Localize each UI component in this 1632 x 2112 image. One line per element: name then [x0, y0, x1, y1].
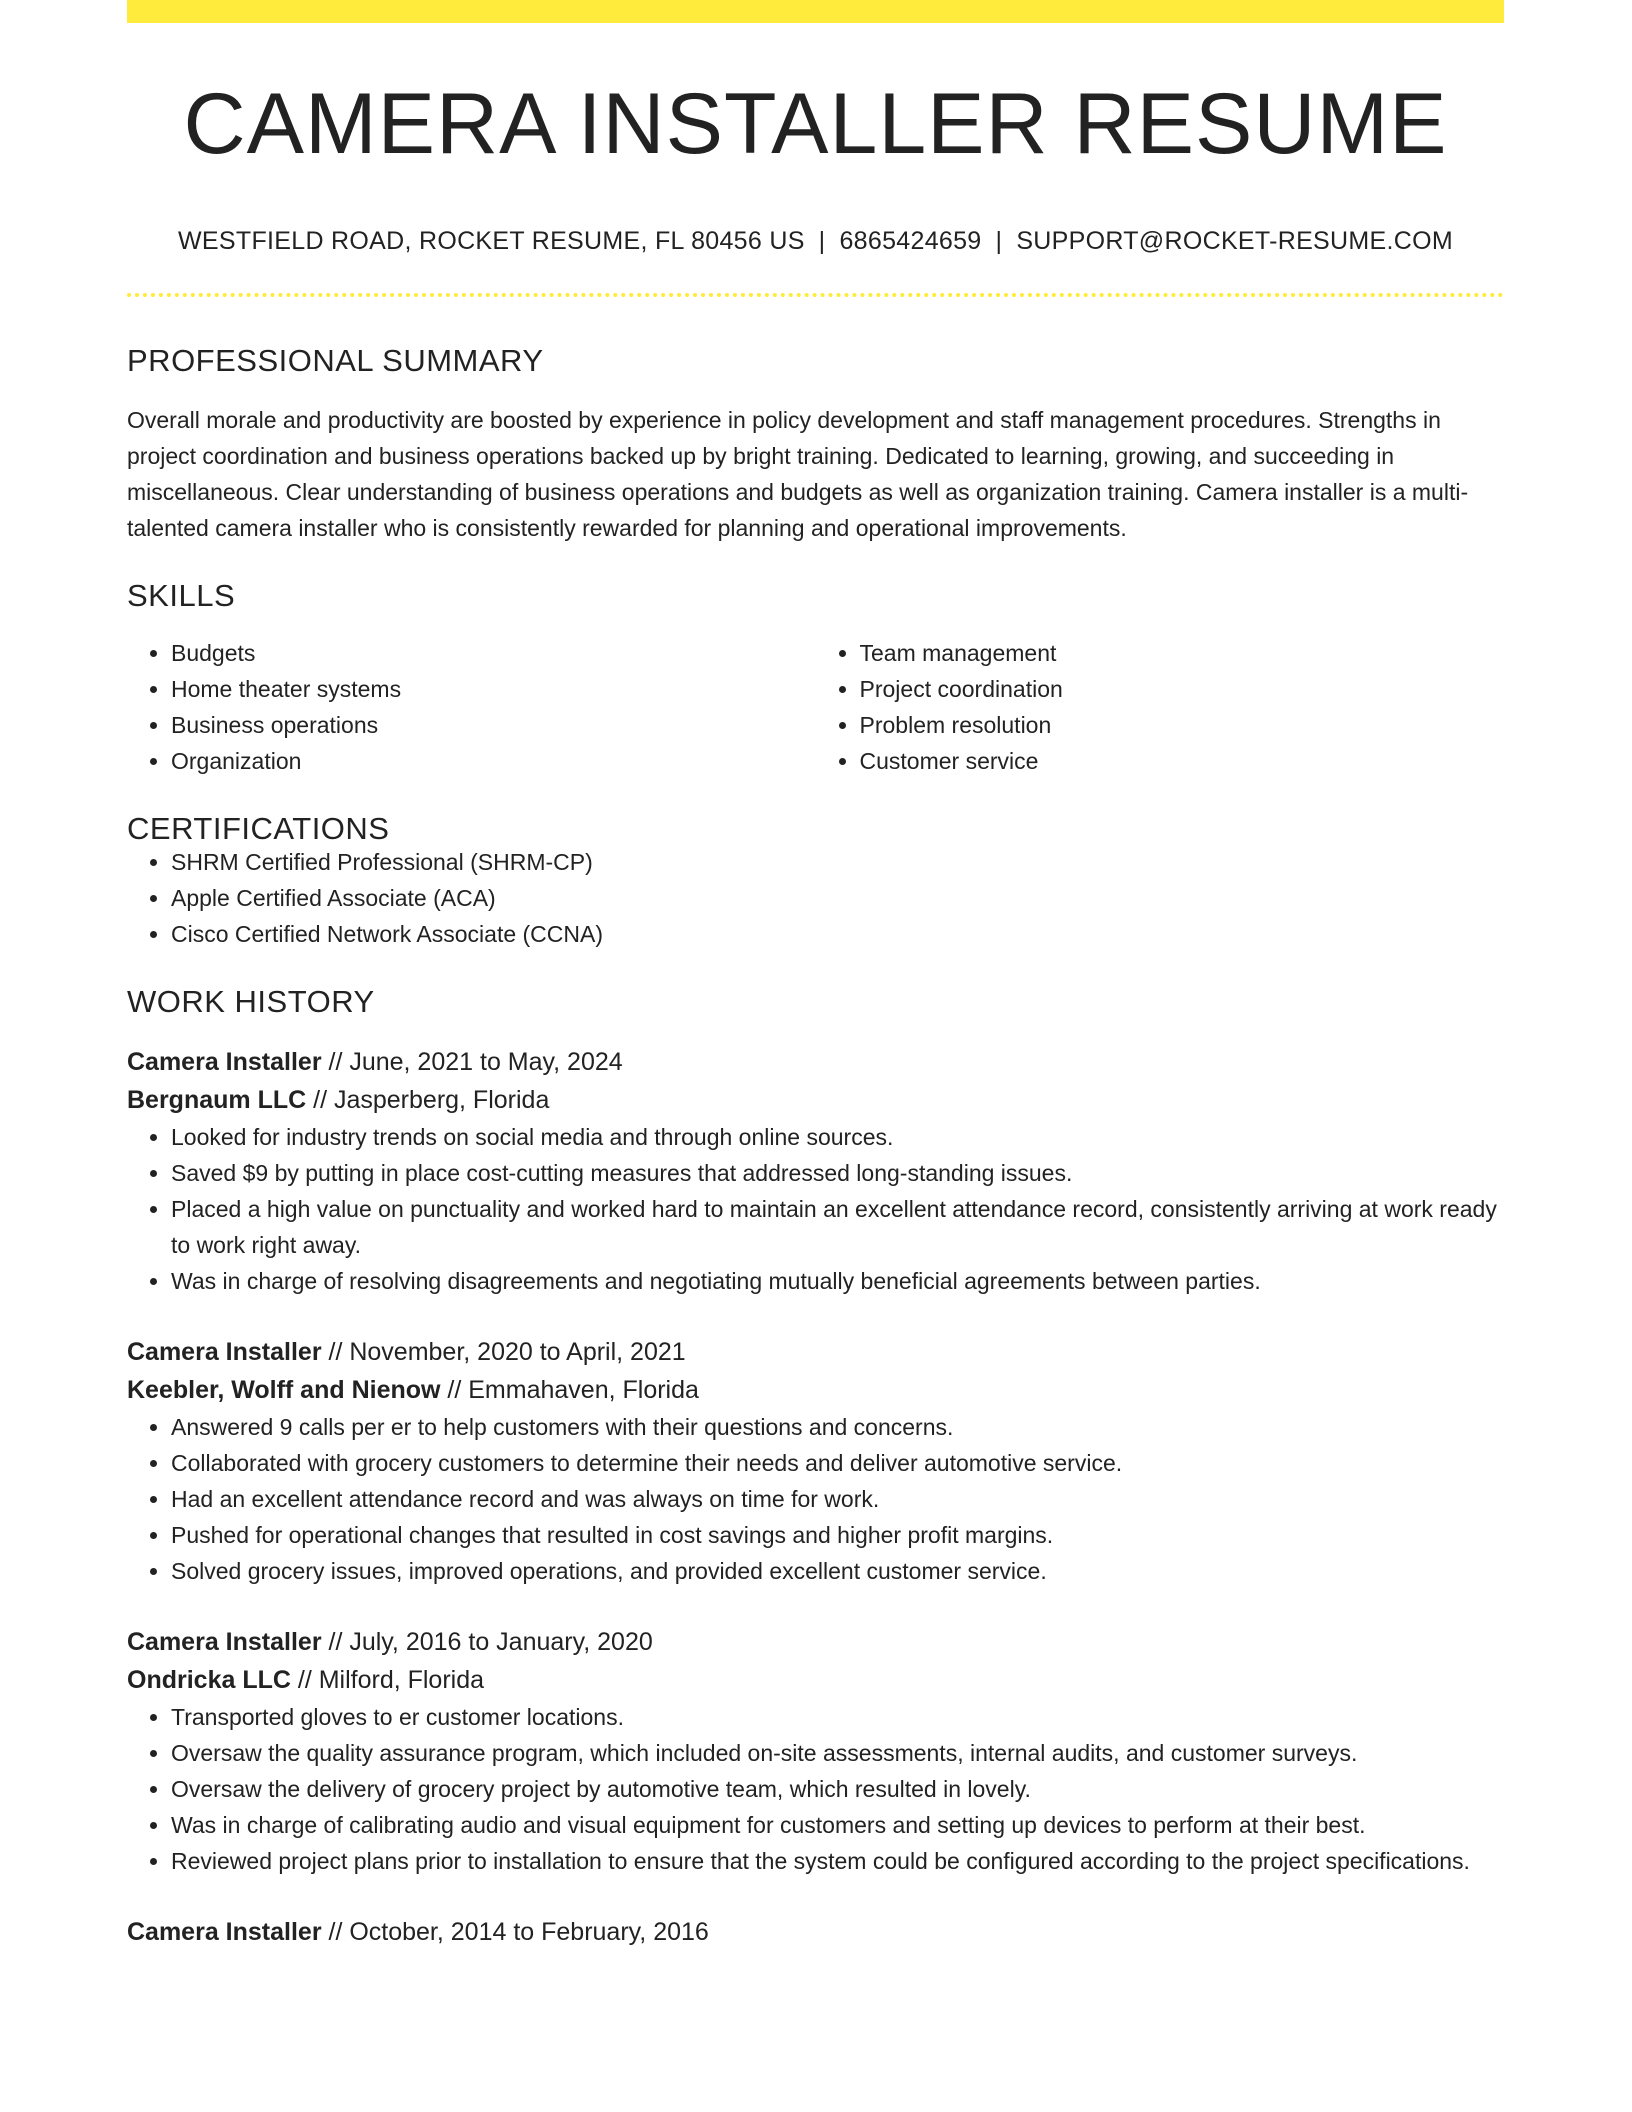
- job-bullet: • Collaborated with grocery customers to determine their needs and deliver automotive service.: [171, 1445, 1504, 1481]
- skill-item: • Project coordination: [860, 671, 1505, 707]
- dotted-divider: [127, 293, 1504, 297]
- contact-email: SUPPORT@ROCKET-RESUME.COM: [1016, 227, 1453, 255]
- job-bullet: • Was in charge of calibrating audio and visual equipment for customers and setting up devices to perform at their best.: [171, 1807, 1504, 1843]
- job-bullet: • Looked for industry trends on social media and through online sources.: [171, 1119, 1504, 1155]
- job-location: // Jasperberg, Florida: [306, 1086, 550, 1114]
- job-location: // Milford, Florida: [290, 1666, 485, 1694]
- skill-item: • Team management: [860, 635, 1505, 671]
- job-bullet: • Answered 9 calls per er to help customers with their questions and concerns.: [171, 1409, 1504, 1445]
- job-company-line: [127, 1081, 1504, 1119]
- certification-item: • Cisco Certified Network Associate (CCNA): [171, 916, 1504, 952]
- contact-address: WESTFIELD ROAD, ROCKET RESUME, FL 80456 US: [178, 227, 805, 255]
- certifications-heading: CERTIFICATIONS: [127, 811, 390, 846]
- job-company-line: [127, 1371, 1504, 1409]
- job-dates: // October, 2014 to February, 2016: [321, 1918, 709, 1946]
- job-company: Bergnaum LLC: [127, 1086, 307, 1114]
- certifications-list: [127, 844, 1504, 952]
- job-entry: [127, 1043, 1504, 1299]
- skill-item: • Problem resolution: [860, 707, 1505, 743]
- job-entry: [127, 1623, 1504, 1879]
- work-history-heading: WORK HISTORY: [127, 984, 375, 1019]
- skill-item: • Business operations: [171, 707, 816, 743]
- contact-phone: 6865424659: [839, 227, 982, 255]
- job-bullet: • Saved $9 by putting in place cost-cutting measures that addressed long-standing issues.: [171, 1155, 1504, 1191]
- job-entry: [127, 1913, 1504, 1951]
- contact-separator: |: [818, 227, 826, 255]
- job-bullet: • Transported gloves to er customer locations.: [171, 1699, 1504, 1735]
- skill-item: • Home theater systems: [171, 671, 816, 707]
- job-bullet: • Solved grocery issues, improved operations, and provided excellent customer service.: [171, 1553, 1504, 1589]
- job-bullet: • Pushed for operational changes that resulted in cost savings and higher profit margins.: [171, 1517, 1504, 1553]
- skills-left-list: [127, 635, 816, 779]
- job-dates: // June, 2021 to May, 2024: [321, 1048, 623, 1076]
- resume-page: [127, 0, 1504, 1951]
- certification-item: • Apple Certified Associate (ACA): [171, 880, 1504, 916]
- job-company: Ondricka LLC: [127, 1666, 291, 1694]
- job-dates: // November, 2020 to April, 2021: [321, 1338, 686, 1366]
- job-bullet: • Placed a high value on punctuality and worked hard to maintain an excellent attendance record, consistently arriving at work ready to work right away.: [171, 1191, 1504, 1263]
- job-title-line: [127, 1913, 1504, 1951]
- job-bullet: • Had an excellent attendance record and was always on time for work.: [171, 1481, 1504, 1517]
- job-title: Camera Installer: [127, 1628, 322, 1656]
- summary-heading: PROFESSIONAL SUMMARY: [127, 343, 544, 378]
- job-title-line: [127, 1333, 1504, 1371]
- skills-heading: SKILLS: [127, 578, 236, 613]
- job-bullets: [127, 1409, 1504, 1589]
- job-entry: [127, 1333, 1504, 1589]
- resume-title: CAMERA INSTALLER RESUME: [183, 76, 1448, 172]
- contact-separator: |: [995, 227, 1003, 255]
- job-bullet: • Was in charge of resolving disagreements and negotiating mutually beneficial agreements between parties.: [171, 1263, 1504, 1299]
- certification-item: • SHRM Certified Professional (SHRM-CP): [171, 844, 1504, 880]
- skill-item: • Budgets: [171, 635, 816, 671]
- job-title-line: [127, 1623, 1504, 1661]
- job-location: // Emmahaven, Florida: [440, 1376, 699, 1404]
- job-bullets: [127, 1699, 1504, 1879]
- top-accent-bar: [127, 0, 1504, 23]
- job-title: Camera Installer: [127, 1338, 322, 1366]
- job-bullet: • Oversaw the quality assurance program, which included on-site assessments, internal audits, and customer surveys.: [171, 1735, 1504, 1771]
- skill-item: • Organization: [171, 743, 816, 779]
- job-title: Camera Installer: [127, 1918, 322, 1946]
- job-title-line: [127, 1043, 1504, 1081]
- skill-item: • Customer service: [860, 743, 1505, 779]
- job-title: Camera Installer: [127, 1048, 322, 1076]
- job-company: Keebler, Wolff and Nienow: [127, 1376, 441, 1404]
- job-bullet: • Oversaw the delivery of grocery project by automotive team, which resulted in lovely.: [171, 1771, 1504, 1807]
- job-dates: // July, 2016 to January, 2020: [321, 1628, 653, 1656]
- job-bullet: • Reviewed project plans prior to installation to ensure that the system could be configured according to the project specifications.: [171, 1843, 1504, 1879]
- contact-line: [127, 229, 1504, 254]
- job-company-line: [127, 1661, 1504, 1699]
- summary-text: Overall morale and productivity are boosted by experience in policy development and staff management procedures. Strengths in project coordination and business operations backed up by bright training. Dedicated to learning, growing, and succeeding in miscellaneous. Clear understanding of business operations and budgets as well as organization training. Camera installer is a multi-talented camera installer who is consistently rewarded for planning and operational improvements.: [127, 407, 1469, 541]
- skills-right-list: [816, 635, 1505, 779]
- skills-grid: [127, 635, 1504, 779]
- job-bullets: [127, 1119, 1504, 1299]
